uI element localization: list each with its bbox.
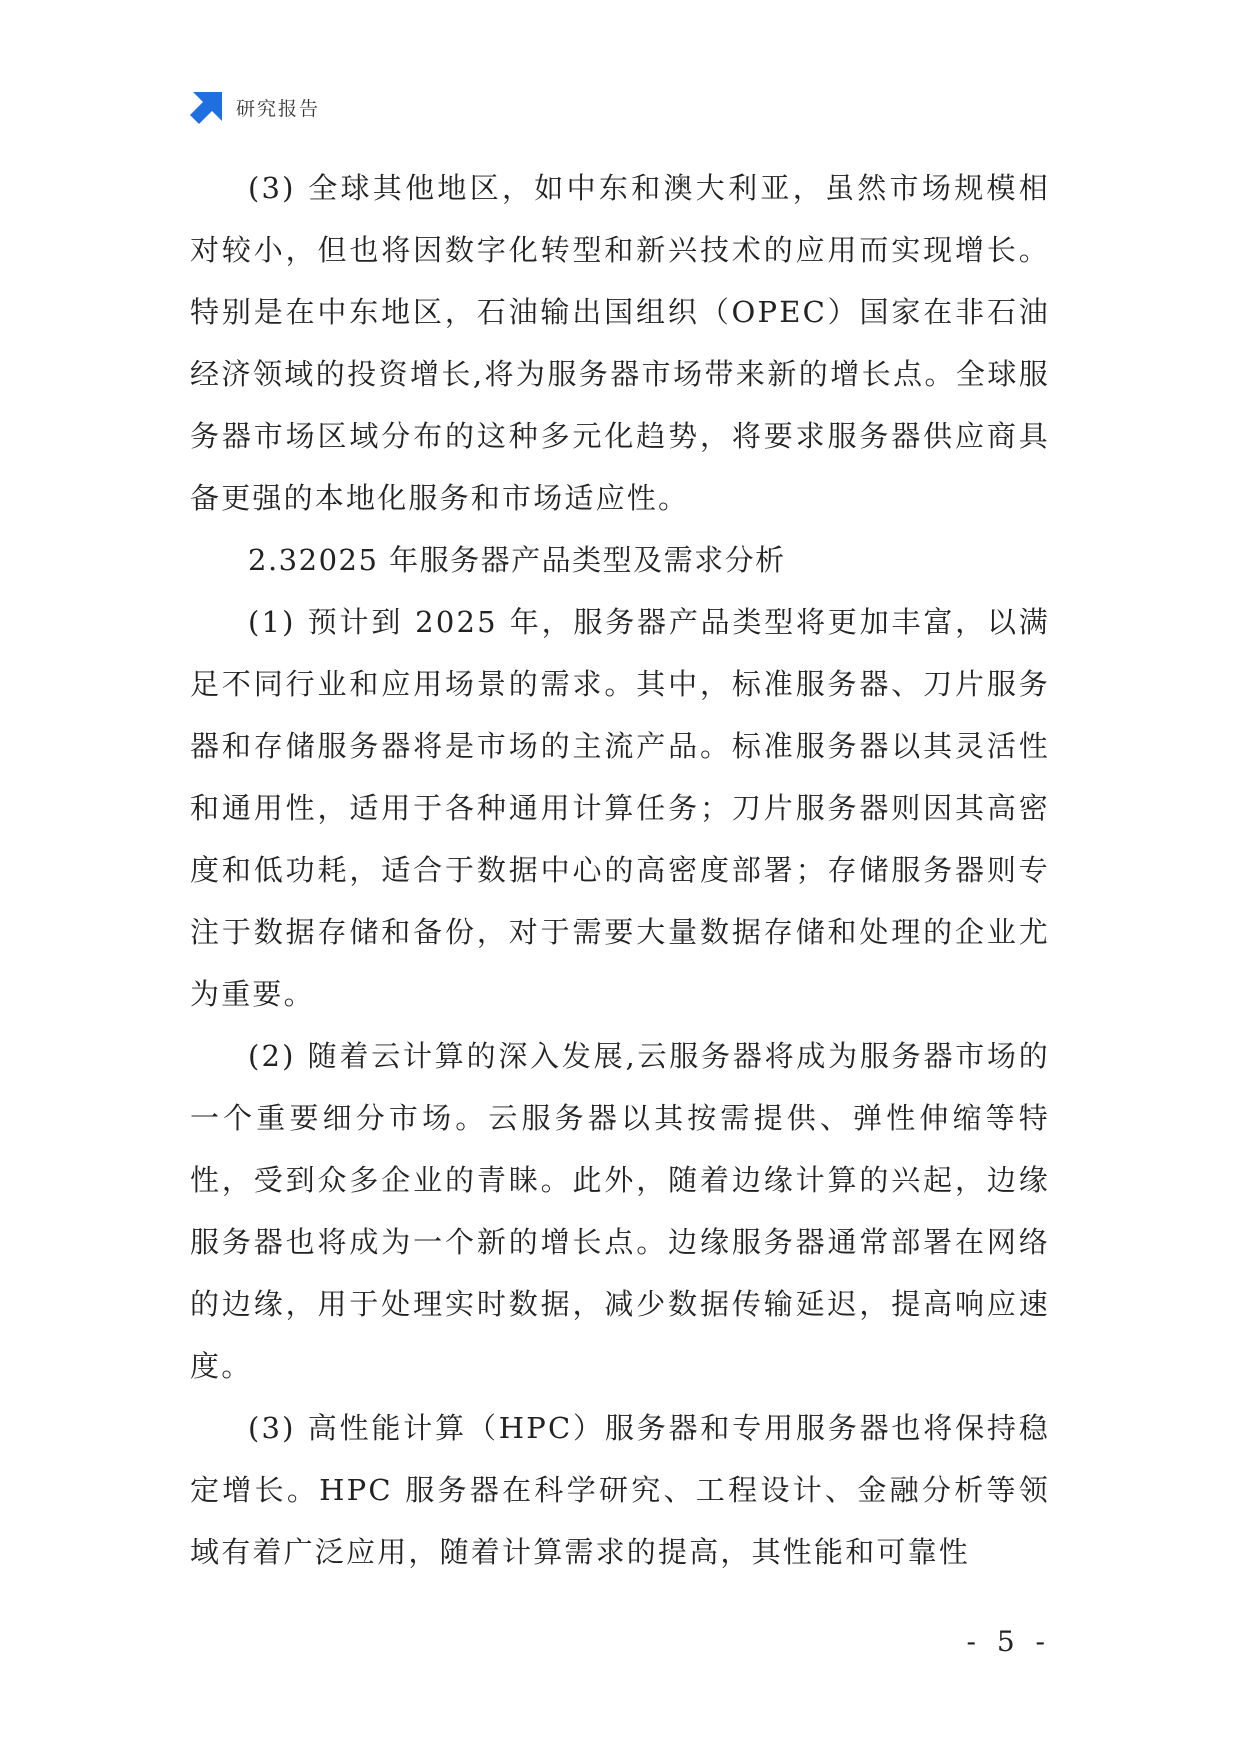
section-heading: 2.32025 年服务器产品类型及需求分析 — [248, 543, 786, 577]
paragraph-4: (3) 高性能计算（HPC）服务器和专用服务器也将保持稳定增长。HPC 服务器在科学研究、工程设计、金融分析等领域有着广泛应用，随着计算需求的提高，其性能和可靠性 — [190, 1411, 1050, 1569]
page-header — [190, 90, 320, 124]
document-body — [190, 157, 1050, 1583]
paragraph-3: (2) 随着云计算的深入发展,云服务器将成为服务器市场的一个重要细分市场。云服务器以其按需提供、弹性伸缩等特性，受到众多企业的青睐。此外，随着边缘计算的兴起，边缘服务器也将成为一个新的增长点。边缘服务器通常部署在网络的边缘，用于处理实时数据，减少数据传输延迟，提高响应速度。 — [190, 1039, 1050, 1383]
page-number: - 5 - — [966, 1625, 1051, 1658]
paragraph-1: (3) 全球其他地区，如中东和澳大利亚，虽然市场规模相对较小，但也将因数字化转型和新兴技术的应用而实现增长。特别是在中东地区，石油输出国组织（OPEC）国家在非石油经济领域的投资增长,将为服务器市场带来新的增长点。全球服务器市场区域分布的这种多元化趋势，将要求服务器供应商具备更强的本地化服务和市场适应性。 — [190, 171, 1050, 515]
header-title: 研究报告 — [236, 97, 321, 120]
arrow-up-right-icon — [190, 90, 224, 124]
paragraph-2: (1) 预计到 2025 年，服务器产品类型将更加丰富，以满足不同行业和应用场景的需求。其中，标准服务器、刀片服务器和存储服务器将是市场的主流产品。标准服务器以其灵活性和通用性，适用于各种通用计算任务；刀片服务器则因其高密度和低功耗，适合于数据中心的高密度部署；存储服务器则专注于数据存储和备份，对于需要大量数据存储和处理的企业尤为重要。 — [190, 605, 1050, 1011]
